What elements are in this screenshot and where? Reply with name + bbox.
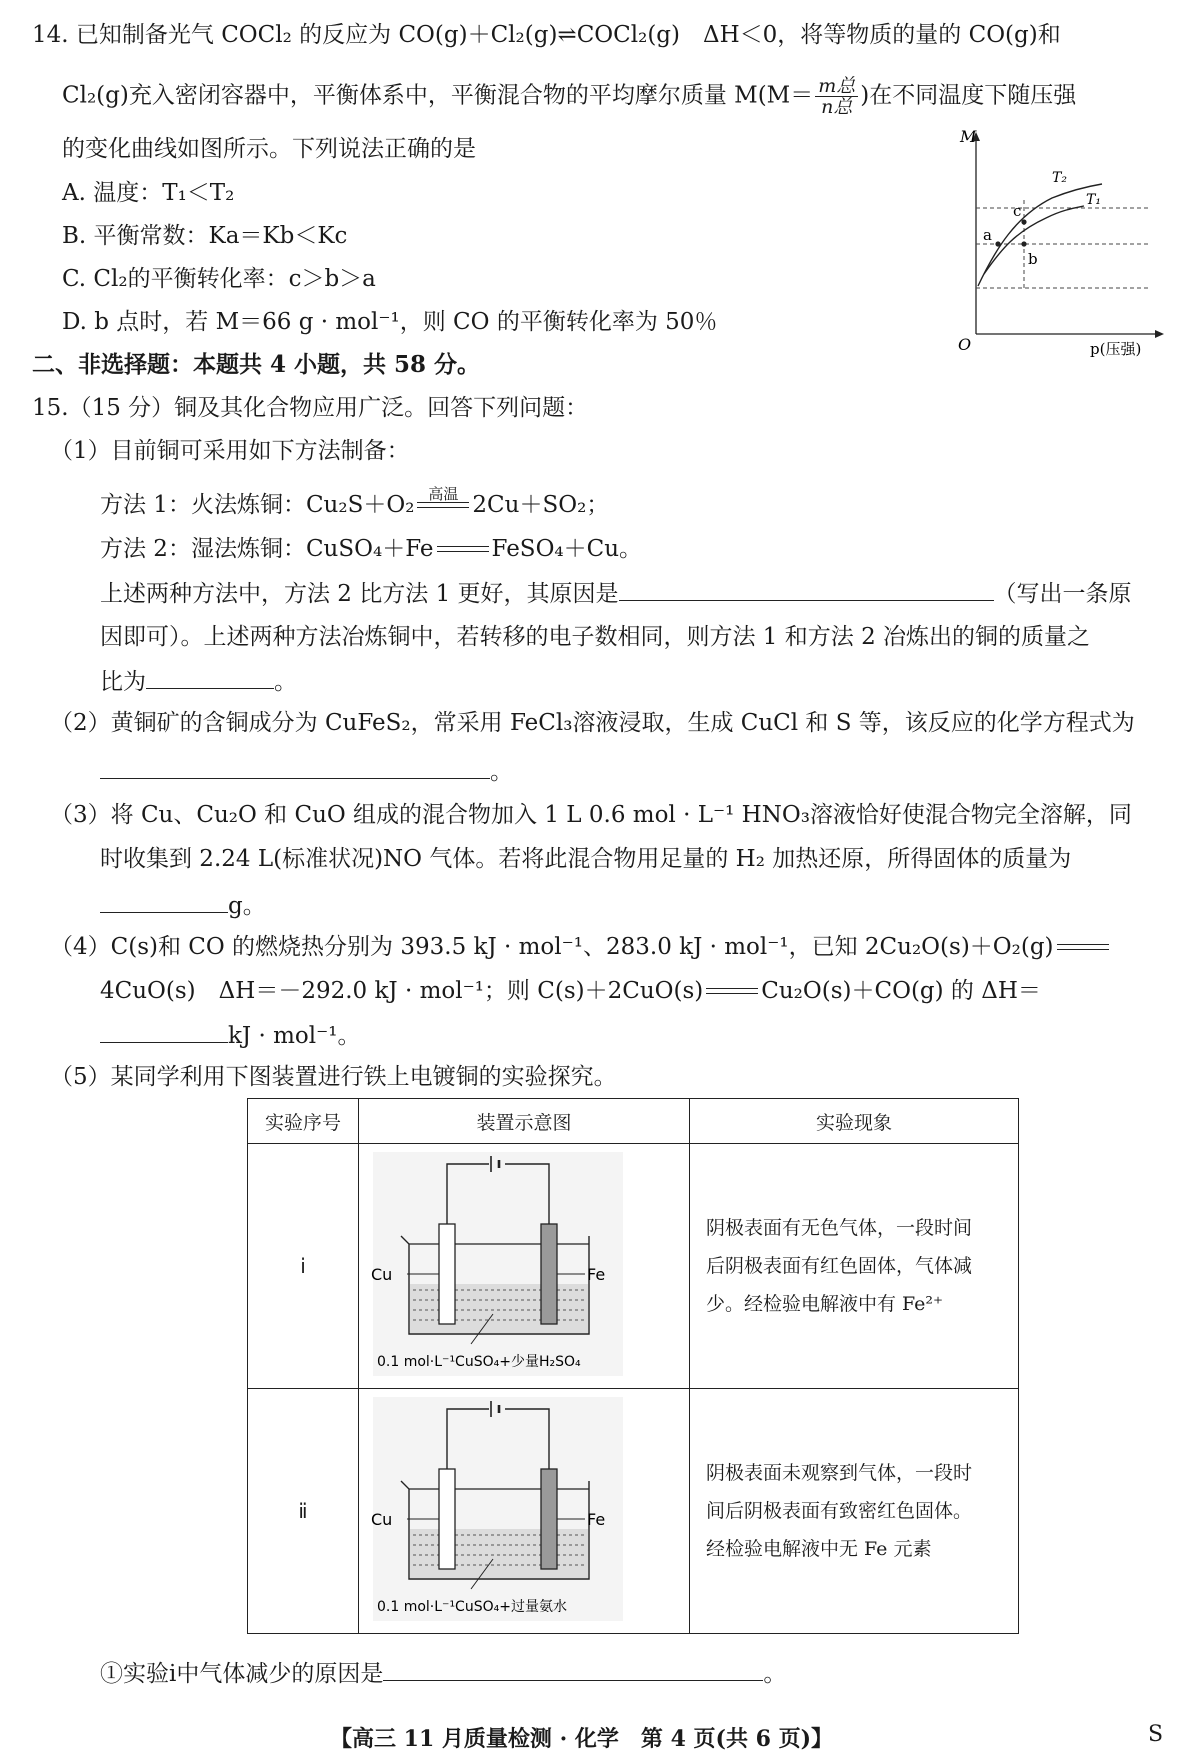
q15-p4-line3 (100, 1020, 360, 1051)
x-axis-label: p(压强) (1090, 340, 1142, 358)
q15-p1-line3 (100, 578, 1132, 609)
point-a-label: a (983, 226, 992, 244)
q14-line2 (62, 76, 1076, 117)
phenomenon-line: 后阴极表面有红色固体，气体减 (706, 1255, 973, 1277)
point-c (1021, 219, 1026, 224)
phenomenon-cell (690, 1389, 1019, 1634)
q14-option-d: D. b 点时，若 M＝66 g · mol⁻¹，则 CO 的平衡转化率为 50％ (62, 309, 718, 335)
cu-label: Cu (371, 1265, 393, 1284)
table-row (248, 1389, 1019, 1634)
table-header-row (248, 1099, 1019, 1144)
q14-line3: 的变化曲线如图所示。下列说法正确的是 (62, 136, 476, 162)
q15-part5: （5）某同学利用下图装置进行铁上电镀铜的实验探究。 (50, 1064, 617, 1090)
answer-blank-1[interactable] (619, 578, 994, 601)
footer-mark: S (1148, 1722, 1164, 1747)
header-apparatus: 装置示意图 (359, 1099, 690, 1144)
fe-label: Fe (587, 1265, 606, 1284)
q15-p4-line2b: Cu₂O(s)＋CO(g) 的 ΔH＝ (761, 978, 1041, 1004)
point-a (995, 241, 1000, 246)
q15-p1-line5-tail: 。 (274, 669, 297, 695)
q15-p4-line3-tail: kJ · mol⁻¹。 (228, 1023, 361, 1049)
q14-line2b: )在不同温度下随压强 (860, 82, 1077, 109)
cu-label: Cu (371, 1510, 393, 1529)
answer-blank-5[interactable] (100, 1020, 228, 1043)
header-exp-no: 实验序号 (248, 1099, 359, 1144)
curve-t2-label: T₂ (1052, 170, 1067, 186)
cu-electrode (439, 1469, 455, 1569)
q14-graph (950, 128, 1170, 364)
q15-part3: （3）将 Cu、Cu₂O 和 CuO 组成的混合物加入 1 L 0.6 mol · L⁻¹ HNO₃溶液恰好使混合物完全溶解，同 (50, 802, 1132, 828)
high-temp-condition: 高温 (428, 485, 459, 503)
equals-sign-p4a (1054, 938, 1112, 958)
q15-p3-line2: 时收集到 2.24 L(标准状况)NO 气体。若将此混合物用足量的 H₂ 加热还原，所得固体的质量为 (100, 846, 1072, 872)
q15-sub1-tail: 。 (763, 1661, 787, 1687)
y-axis-label: M (960, 128, 977, 146)
q14-option-c: C. Cl₂的平衡转化率：c＞b＞a (62, 266, 376, 292)
method2-right: FeSO₄＋Cu。 (491, 536, 643, 562)
q15-p4-line2a: 4CuO(s) ΔH＝－292.0 kJ · mol⁻¹；则 C(s)＋2CuO(s) (100, 978, 704, 1004)
phenomenon-line: 阴极表面有无色气体，一段时间 (706, 1217, 973, 1239)
fe-electrode (541, 1224, 557, 1324)
fe-electrode (541, 1469, 557, 1569)
frac-denominator: n总 (821, 96, 853, 118)
q15-p1-line3-text: 上述两种方法中，方法 2 比方法 1 更好，其原因是 (100, 581, 619, 607)
origin-label: O (958, 335, 972, 354)
q15-sub1-text: ①实验ⅰ中气体减少的原因是 (100, 1661, 384, 1687)
fe-label: Fe (587, 1510, 606, 1529)
page-footer: 【高三 11 月质量检测 · 化学 第 4 页(共 6 页)】 (330, 1726, 833, 1752)
high-temp-equals-sign (414, 485, 472, 516)
q14-line1 (32, 20, 1061, 50)
phenomenon-line: 经检验电解液中无 Fe 元素 (706, 1538, 932, 1560)
exp-no-cell: ⅰ (248, 1144, 359, 1389)
method1-left: 方法 1：火法炼铜：Cu₂S＋O₂ (100, 492, 415, 518)
q15-part4 (50, 932, 1112, 962)
q15-p2-line2-tail: 。 (490, 759, 513, 785)
solution-label: 0.1 mol·L⁻¹CuSO₄+少量H₂SO₄ (377, 1354, 581, 1370)
electroplating-apparatus-2 (359, 1389, 689, 1629)
experiment-table (247, 1098, 1019, 1634)
q14-option-b: B. 平衡常数：Ka＝Kb＜Kc (62, 223, 348, 249)
q15-head: 15.（15 分）铜及其化合物应用广泛。回答下列问题： (32, 395, 589, 421)
q15-p1-line5 (100, 666, 297, 697)
q15-p1-line4: 因即可）。上述两种方法冶炼铜中，若转移的电子数相同，则方法 1 和方法 2 冶炼出的铜的质量之 (100, 624, 1091, 650)
q15-p3-line3 (100, 890, 266, 921)
q15-p1-line3-tail: （写出一条原 (993, 581, 1132, 607)
equals-sign (434, 540, 492, 560)
q15-p4-line2 (100, 976, 1041, 1006)
phenomenon-line: 阴极表面未观察到气体，一段时 (706, 1462, 973, 1484)
frac-numerator: m总 (815, 76, 858, 97)
phenomenon-line: 少。经检验电解液中有 Fe²⁺ (706, 1293, 944, 1315)
apparatus-cell (359, 1389, 690, 1634)
table-row (248, 1144, 1019, 1389)
answer-blank-2[interactable] (146, 666, 274, 689)
point-c-label: c (1013, 202, 1022, 220)
point-b-label: b (1028, 250, 1038, 268)
q15-p2-line2 (100, 756, 513, 787)
q15-p4-line1-text: （4）C(s)和 CO 的燃烧热分别为 393.5 kJ · mol⁻¹、283.0 kJ · mol⁻¹，已知 2Cu₂O(s)＋O₂(g) (50, 934, 1054, 960)
point-b (1021, 241, 1026, 246)
q14-line1-text: 14. 已知制备光气 COCl₂ 的反应为 CO(g)＋Cl₂(g)⇌COCl₂(g) ΔH＜0，将等物质的量的 CO(g)和 (32, 22, 1061, 48)
exp-no-cell: ⅱ (248, 1389, 359, 1634)
q14-line2a: Cl₂(g)充入密闭容器中，平衡体系中，平衡混合物的平均摩尔质量 M(M＝ (62, 82, 814, 109)
q15-part1: （1）目前铜可采用如下方法制备： (50, 438, 410, 464)
electroplating-apparatus-1 (359, 1144, 689, 1384)
answer-blank-3[interactable] (100, 756, 490, 779)
phenomenon-line: 间后阴极表面有致密红色固体。 (706, 1500, 973, 1522)
apparatus-cell (359, 1144, 690, 1389)
q15-part2: （2）黄铜矿的含铜成分为 CuFeS₂，常采用 FeCl₃溶液浸取，生成 CuCl 和 S 等，该反应的化学方程式为 (50, 710, 1135, 736)
q14-option-a: A. 温度：T₁＜T₂ (62, 180, 235, 206)
method1-right: 2Cu＋SO₂； (472, 492, 610, 518)
method2-line (100, 534, 642, 564)
q15-p1-line5-text: 比为 (100, 669, 146, 695)
q15-p3-line3-tail: g。 (228, 893, 266, 919)
answer-blank-4[interactable] (100, 890, 228, 913)
solution-label: 0.1 mol·L⁻¹CuSO₄+过量氨水 (377, 1599, 567, 1615)
phenomenon-cell (690, 1144, 1019, 1389)
molar-mass-fraction (815, 76, 858, 117)
section-heading: 二、非选择题：本题共 4 小题，共 58 分。 (32, 351, 481, 378)
method1-line (100, 485, 610, 520)
curve-t1-label: T₁ (1086, 192, 1101, 208)
answer-blank-6[interactable] (383, 1658, 763, 1681)
cu-electrode (439, 1224, 455, 1324)
method2-left: 方法 2：湿法炼铜：CuSO₄＋Fe (100, 536, 434, 562)
equals-sign-p4b (703, 982, 761, 1002)
q15-sub1 (100, 1658, 786, 1689)
header-phenomenon: 实验现象 (690, 1099, 1019, 1144)
